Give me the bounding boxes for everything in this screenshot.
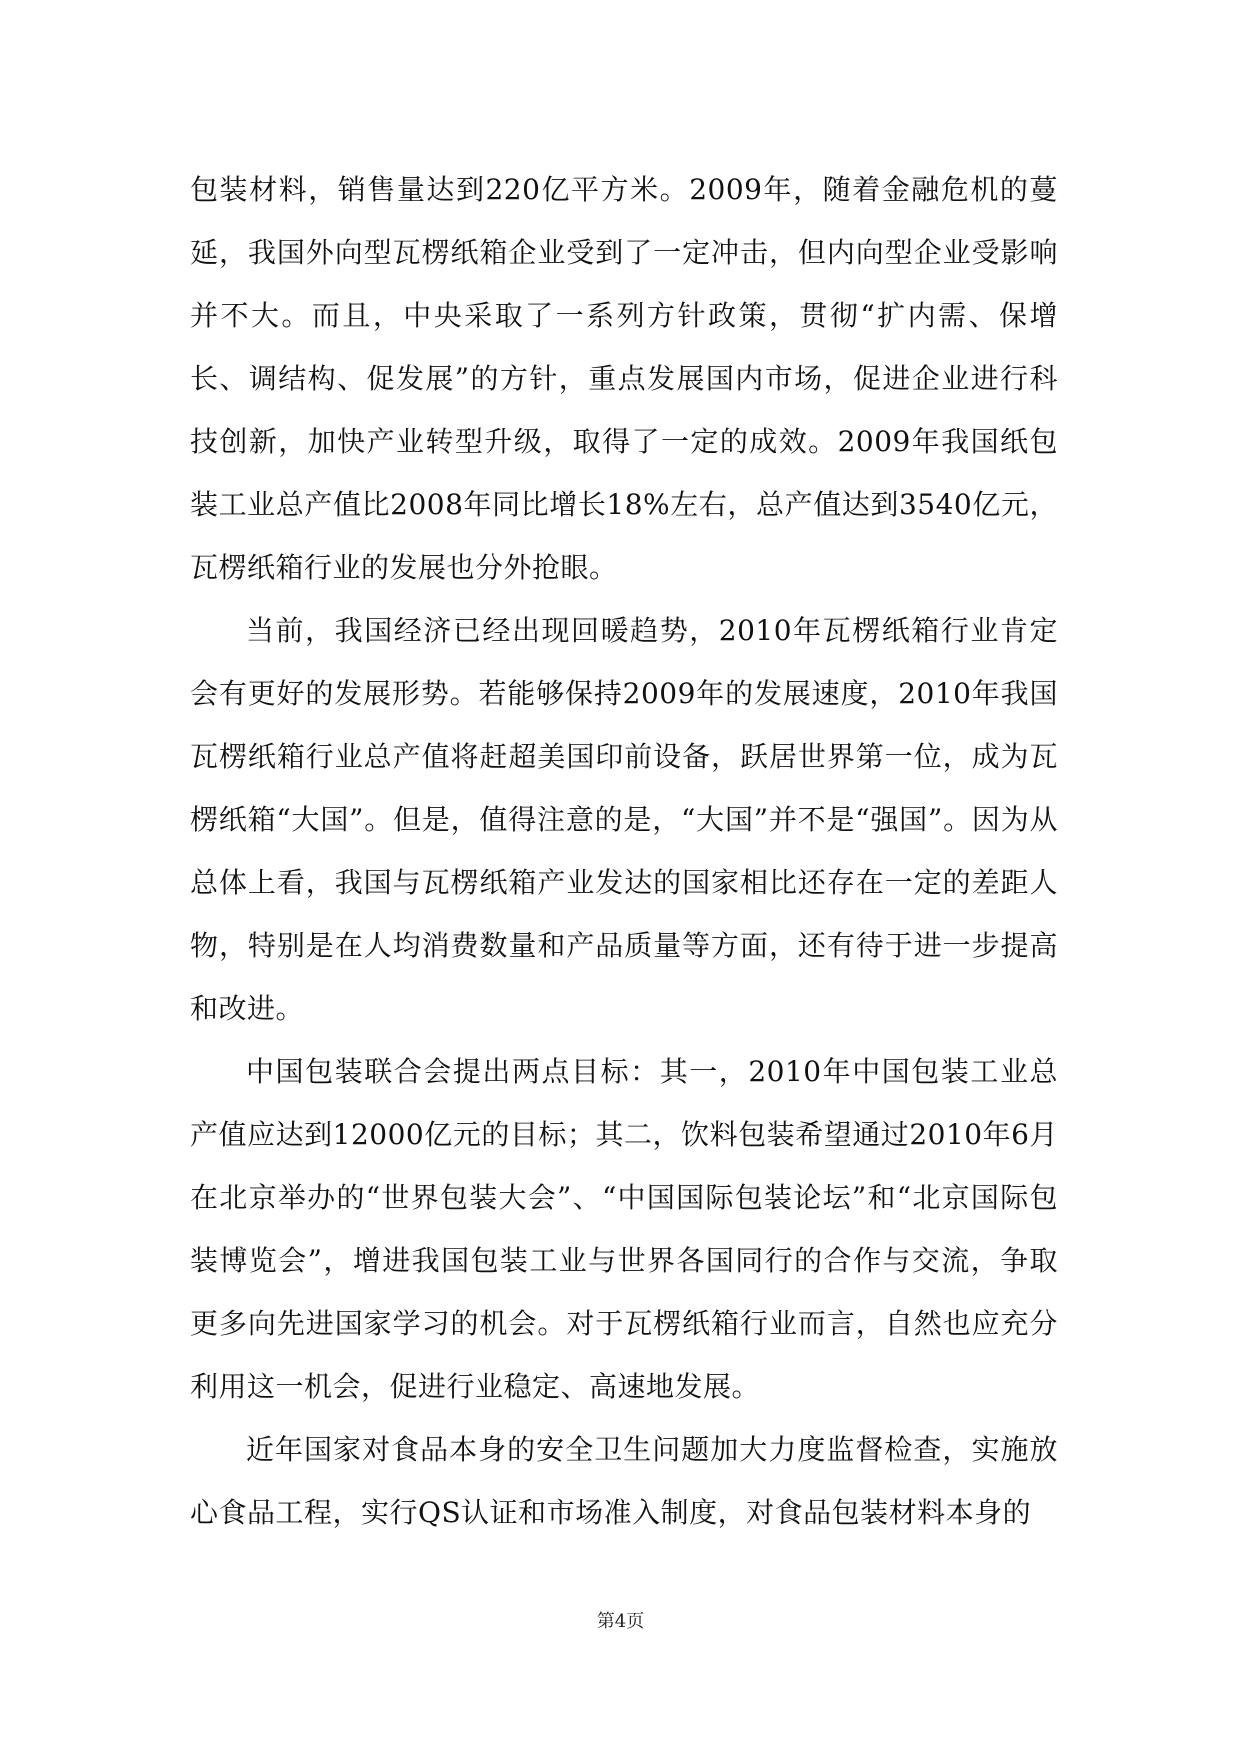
page-number: 第4页 xyxy=(596,1611,645,1632)
paragraph-packaging-federation-goals: 中国包装联合会提出两点目标：其一，2010年中国包装工业总产值应达到12000亿元的目标；其二，饮料包装希望通过2010年6月在北京举办的“世界包装大会”、“中国国际包装论坛”和“北京国际包装博览会”，增进我国包装工业与世界各国同行的合作与交流，争取更多向先进国家学习的机会。对于瓦楞纸箱行业而言，自然也应充分利用这一机会，促进行业稳定、高速地发展。 xyxy=(190,1055,1058,1403)
paragraph-economy-recovery: 当前，我国经济已经出现回暖趋势，2010年瓦楞纸箱行业肯定会有更好的发展形势。若能够保持2009年的发展速度，2010年我国瓦楞纸箱行业总产值将赶超美国印前设备，跃居世界第一位，成为瓦楞纸箱“大国”。但是，值得注意的是，“大国”并不是“强国”。因为从总体上看，我国与瓦楞纸箱产业发达的国家相比还存在一定的差距人物，特别是在人均消费数量和产品质量等方面，还有待于进一步提高和改进。 xyxy=(190,614,1058,1025)
paragraph-food-safety: 近年国家对食品本身的安全卫生问题加大力度监督检查，实施放心食品工程，实行QS认证和市场准入制度，对食品包装材料本身的 xyxy=(190,1433,1058,1529)
document-body xyxy=(190,158,1058,1544)
paragraph-packaging-sales: 包装材料，销售量达到220亿平方米。2009年，随着金融危机的蔓延，我国外向型瓦楞纸箱企业受到了一定冲击，但内向型企业受影响并不大。而且，中央采取了一系列方针政策，贯彻“扩内需、保增长、调结构、促发展”的方针，重点发展国内市场，促进企业进行科技创新，加快产业转型升级，取得了一定的成效。2009年我国纸包装工业总产值比2008年同比增长18%左右，总产值达到3540亿元，瓦楞纸箱行业的发展也分外抢眼。 xyxy=(190,173,1058,584)
